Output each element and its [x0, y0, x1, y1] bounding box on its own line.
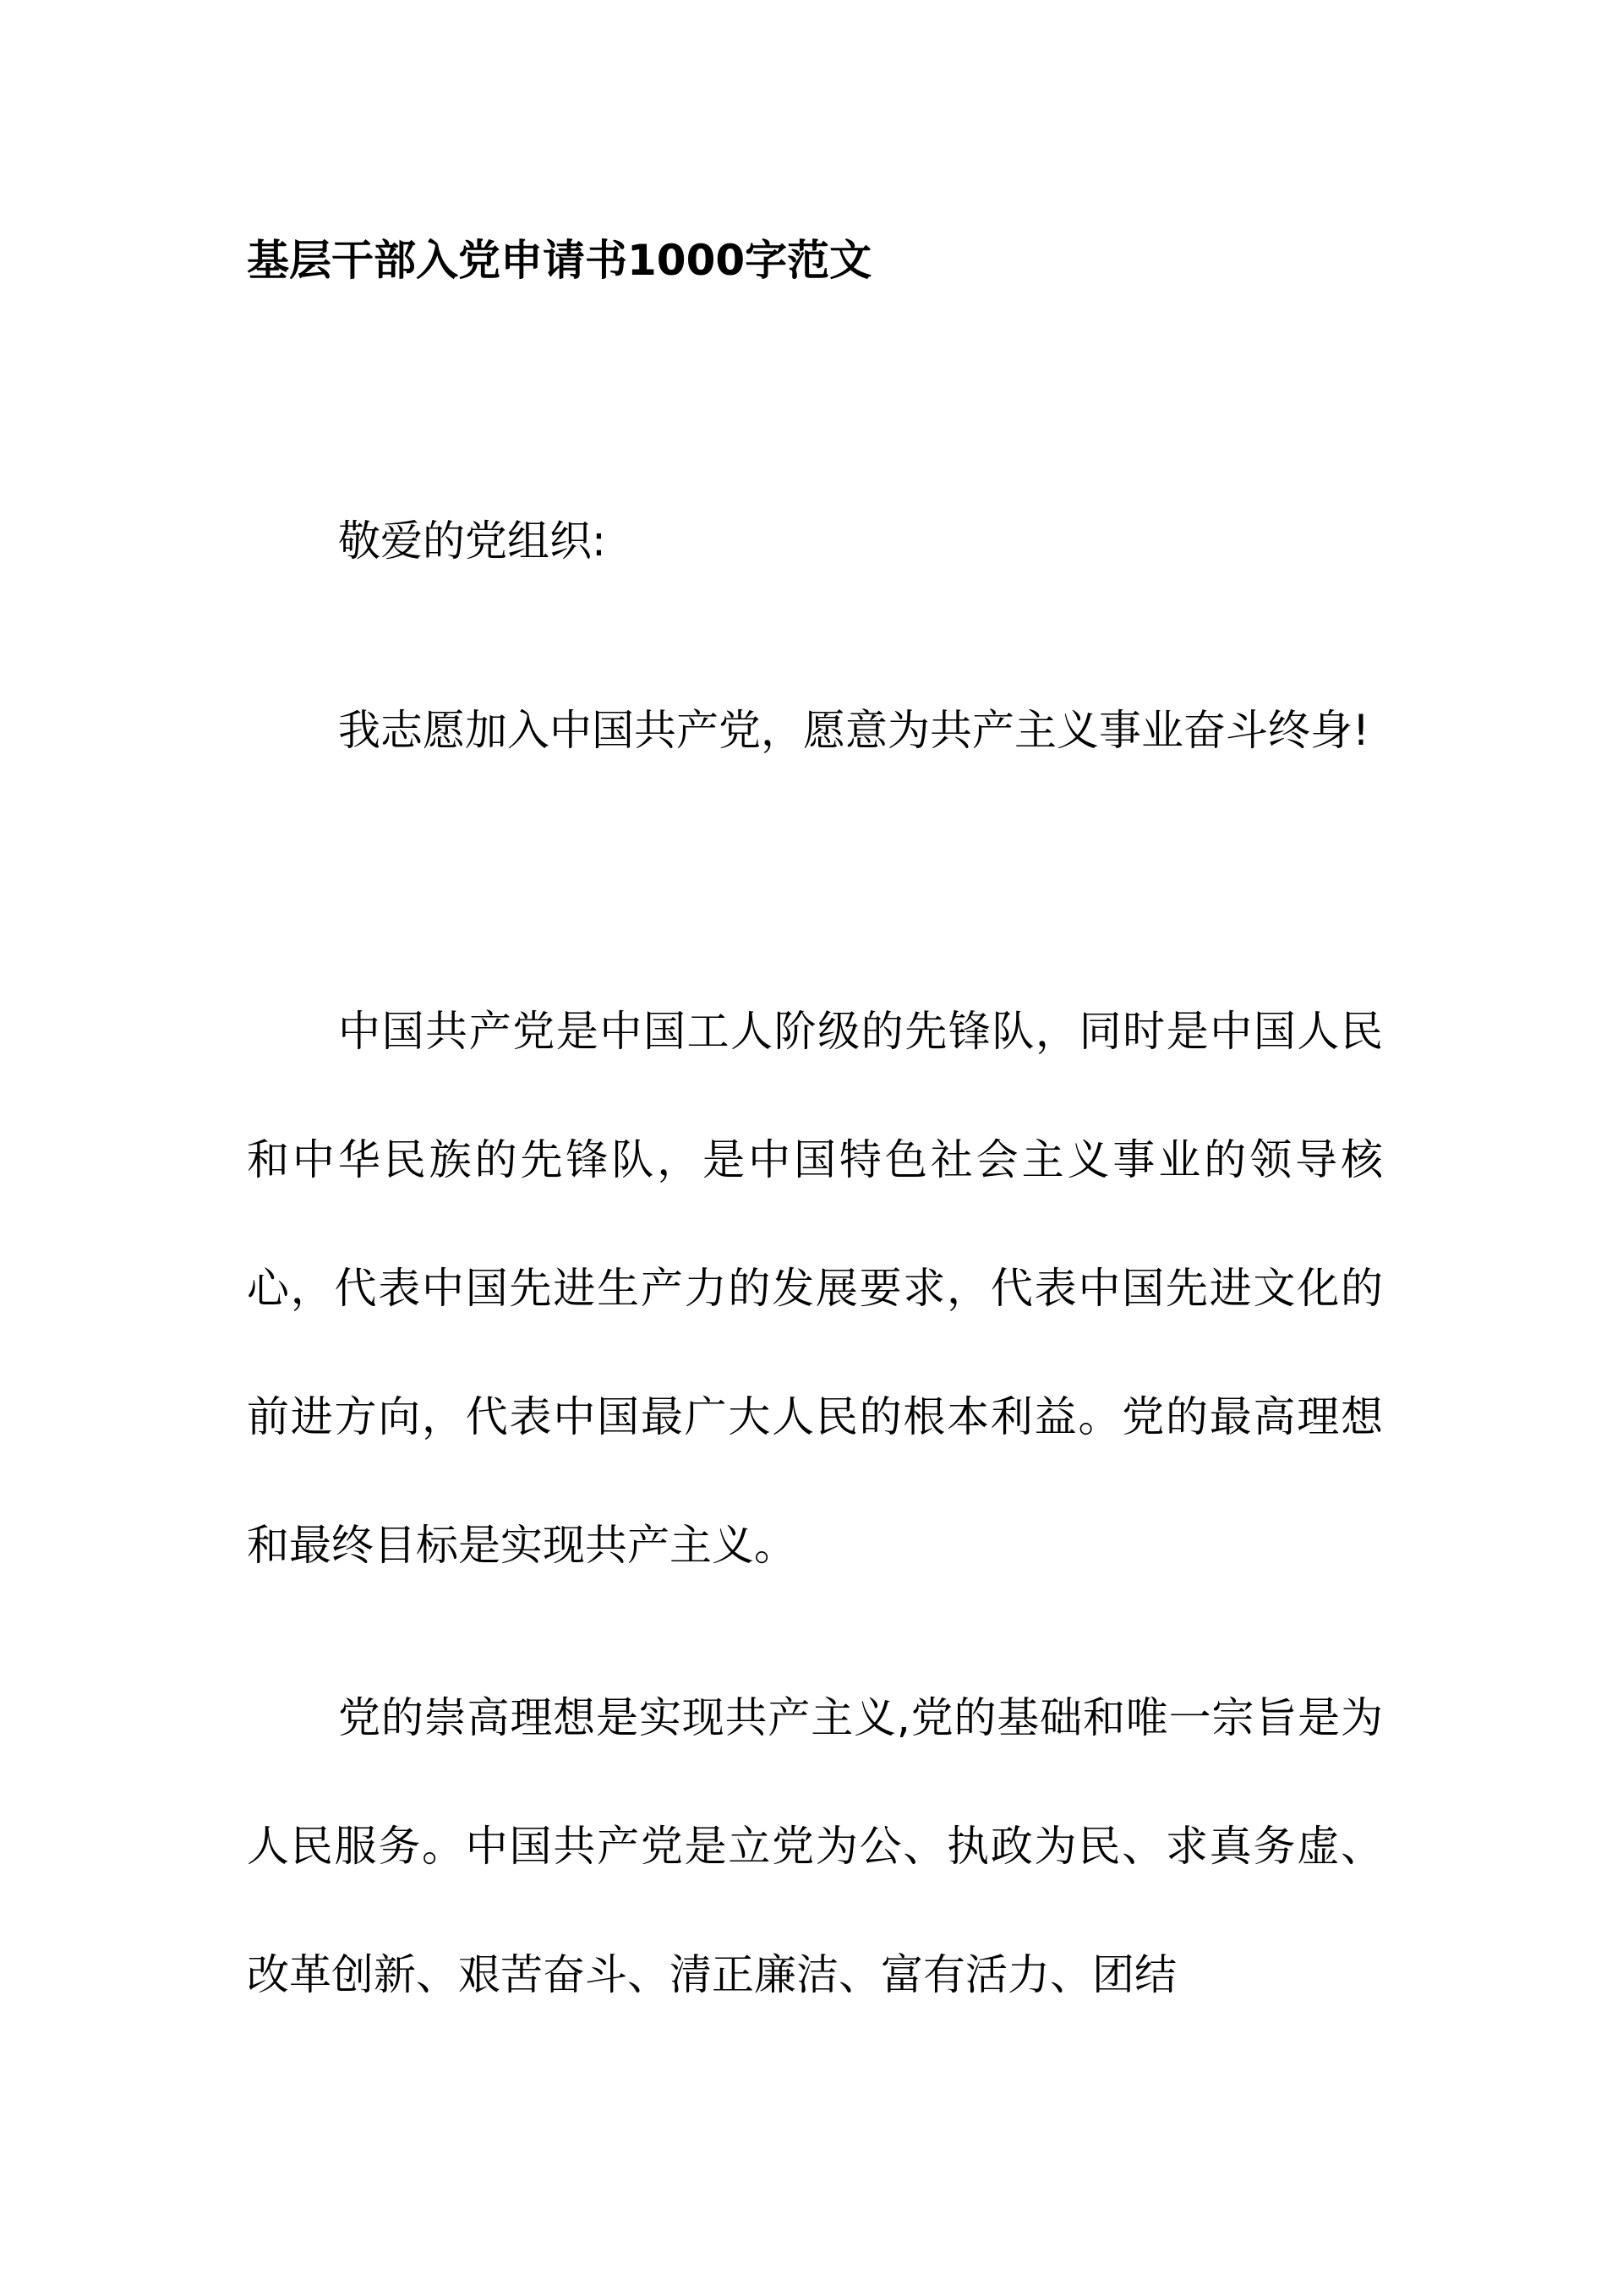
document-title: 基层干部入党申请书1000字范文 — [247, 236, 872, 285]
salutation: 敬爱的党组织: — [338, 517, 606, 566]
paragraph-1: 我志愿加入中国共产党，愿意为共产主义事业奋斗终身! — [338, 706, 1370, 755]
paragraph-2: 中国共产党是中国工人阶级的先锋队，同时是中国人民和中华民族的先锋队，是中国特色社会主义事业的领导核心，代表中国先进生产力的发展要求，代表中国先进文化的前进方向，代表中国最广大人民的根本利益。党的最高理想和最终目标是实现共产主义。 — [247, 1007, 1383, 1570]
paragraph-3: 党的崇高理想是实现共产主义,党的基础和唯一宗旨是为人民服务。中国共产党是立党为公、执政为民、求真务虚、改革创新、艰苦奋斗、清正廉洁、富有活力、团结 — [247, 1693, 1383, 1999]
